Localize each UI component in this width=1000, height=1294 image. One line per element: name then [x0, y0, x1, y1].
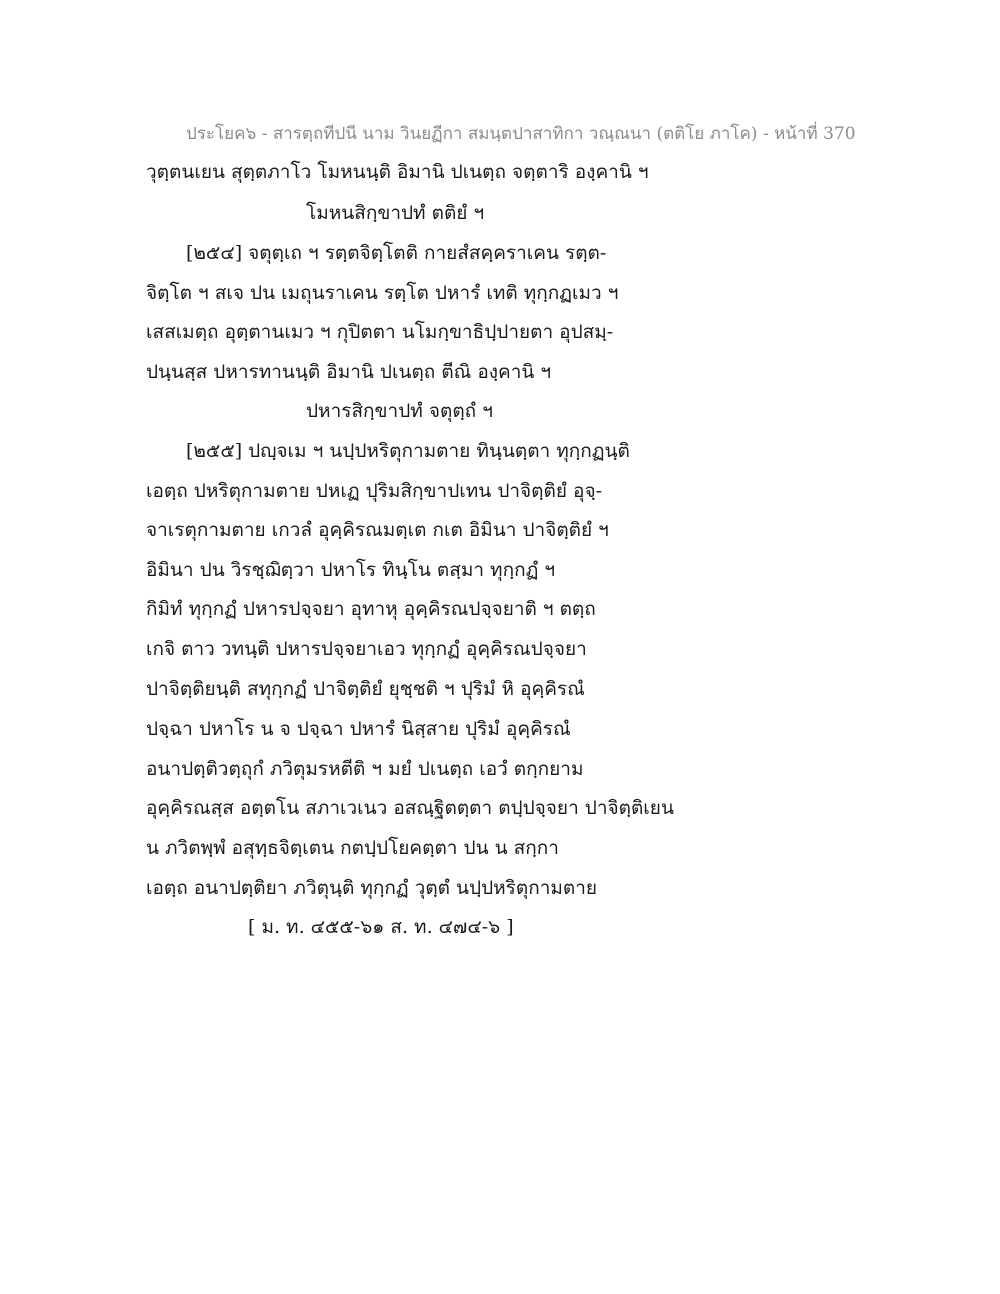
text-line: อิมินา ปน วิรชฺฌิตฺวา ปหาโร ทินฺโน ตสฺมา ทุกฺกฏํ ฯ	[146, 559, 556, 581]
section-heading: ปหารสิกฺขาปทํ จตุตฺถํ ฯ	[306, 400, 493, 422]
text-line: น ภวิตพฺพํ อสุทฺธจิตฺเตน กตปฺปโยคตฺตา ปน น สกฺกา	[146, 837, 559, 859]
text-line: วุตฺตนเยน สุตฺตภาโว โมหนนฺติ อิมานิ ปเนตฺถ จตฺตาริ องฺคานิ ฯ	[146, 161, 649, 183]
text-line: เกจิ ตาว วทนฺติ ปหารปจฺจยาเอว ทุกฺกฏํ อุคฺคิรณปจฺจยา	[146, 638, 587, 660]
text-line: จาเรตุกามตาย เกวลํ อุคฺคิรณมตฺเต กเต อิมินา ปาจิตฺติยํ ฯ	[146, 519, 609, 541]
text-line: อุคฺคิรณสฺส อตฺตโน สภาเวเนว อสณฺฐิตตฺตา ตปฺปจฺจยา ปาจิตฺติเยน	[146, 797, 674, 819]
section-heading: โมหนสิกฺขาปทํ ตติยํ ฯ	[306, 202, 485, 224]
text-line: เอตฺถ อนาปตฺติยา ภวิตุนฺติ ทุกฺกฏํ วุตฺตํ นปฺปหริตุกามตาย	[146, 877, 598, 899]
text-line: เอตฺถ ปหริตุกามตาย ปหเฏ ปุริมสิกฺขาปเทน ปาจิตฺติยํ อุจฺ-	[146, 480, 602, 502]
text-line: [๒๕๕] ปญฺจเม ฯ นปฺปหริตุกามตาย ทินฺนตฺตา ทุกฺกฏนฺติ	[186, 440, 630, 462]
reference-note: [ ม. ท. ๔๕๕-๖๑ ส. ท. ๔๗๔-๖ ]	[248, 916, 514, 938]
text-line: ปจฺฉา ปหาโร น จ ปจฺฉา ปหารํ นิสฺสาย ปุริมํ อุคฺคิรณํ	[146, 718, 571, 740]
text-line: อนาปตฺติวตฺถุกํ ภวิตุมรหตีติ ฯ มยํ ปเนตฺถ เอวํ ตกฺกยาม	[146, 758, 584, 780]
text-line: ปนฺนสฺส ปหารทานนฺติ อิมานิ ปเนตฺถ ตีณิ องฺคานิ ฯ	[146, 361, 552, 383]
page-header: ประโยค๖ - สารตฺถทีปนี นาม วินยฏีกา สมนฺตปาสาทิกา วณฺณนา (ตติโย ภาโค) - หน้าที่ 370	[186, 124, 856, 144]
text-line: เสสเมตฺถ อุตฺตานเมว ฯ กุปิตตา นโมกฺขาธิปฺปายตา อุปสมฺ-	[146, 321, 614, 343]
text-line: ปาจิตฺติยนฺติ สทุกฺกฏํ ปาจิตฺติยํ ยุชฺชติ ฯ ปุริมํ หิ อุคฺคิรณํ	[146, 678, 585, 700]
text-line: กิมิทํ ทุกฺกฏํ ปหารปจฺจยา อุทาหุ อุคฺคิรณปจฺจยาติ ฯ ตตฺถ	[146, 598, 596, 620]
text-line: [๒๕๔] จตุตฺเถ ฯ รตฺตจิตฺโตติ กายสํสคฺคราเคน รตฺต-	[186, 242, 607, 264]
text-line: จิตฺโต ฯ สเจ ปน เมถุนราเคน รตฺโต ปหารํ เทติ ทุกฺกฏเมว ฯ	[146, 282, 619, 304]
